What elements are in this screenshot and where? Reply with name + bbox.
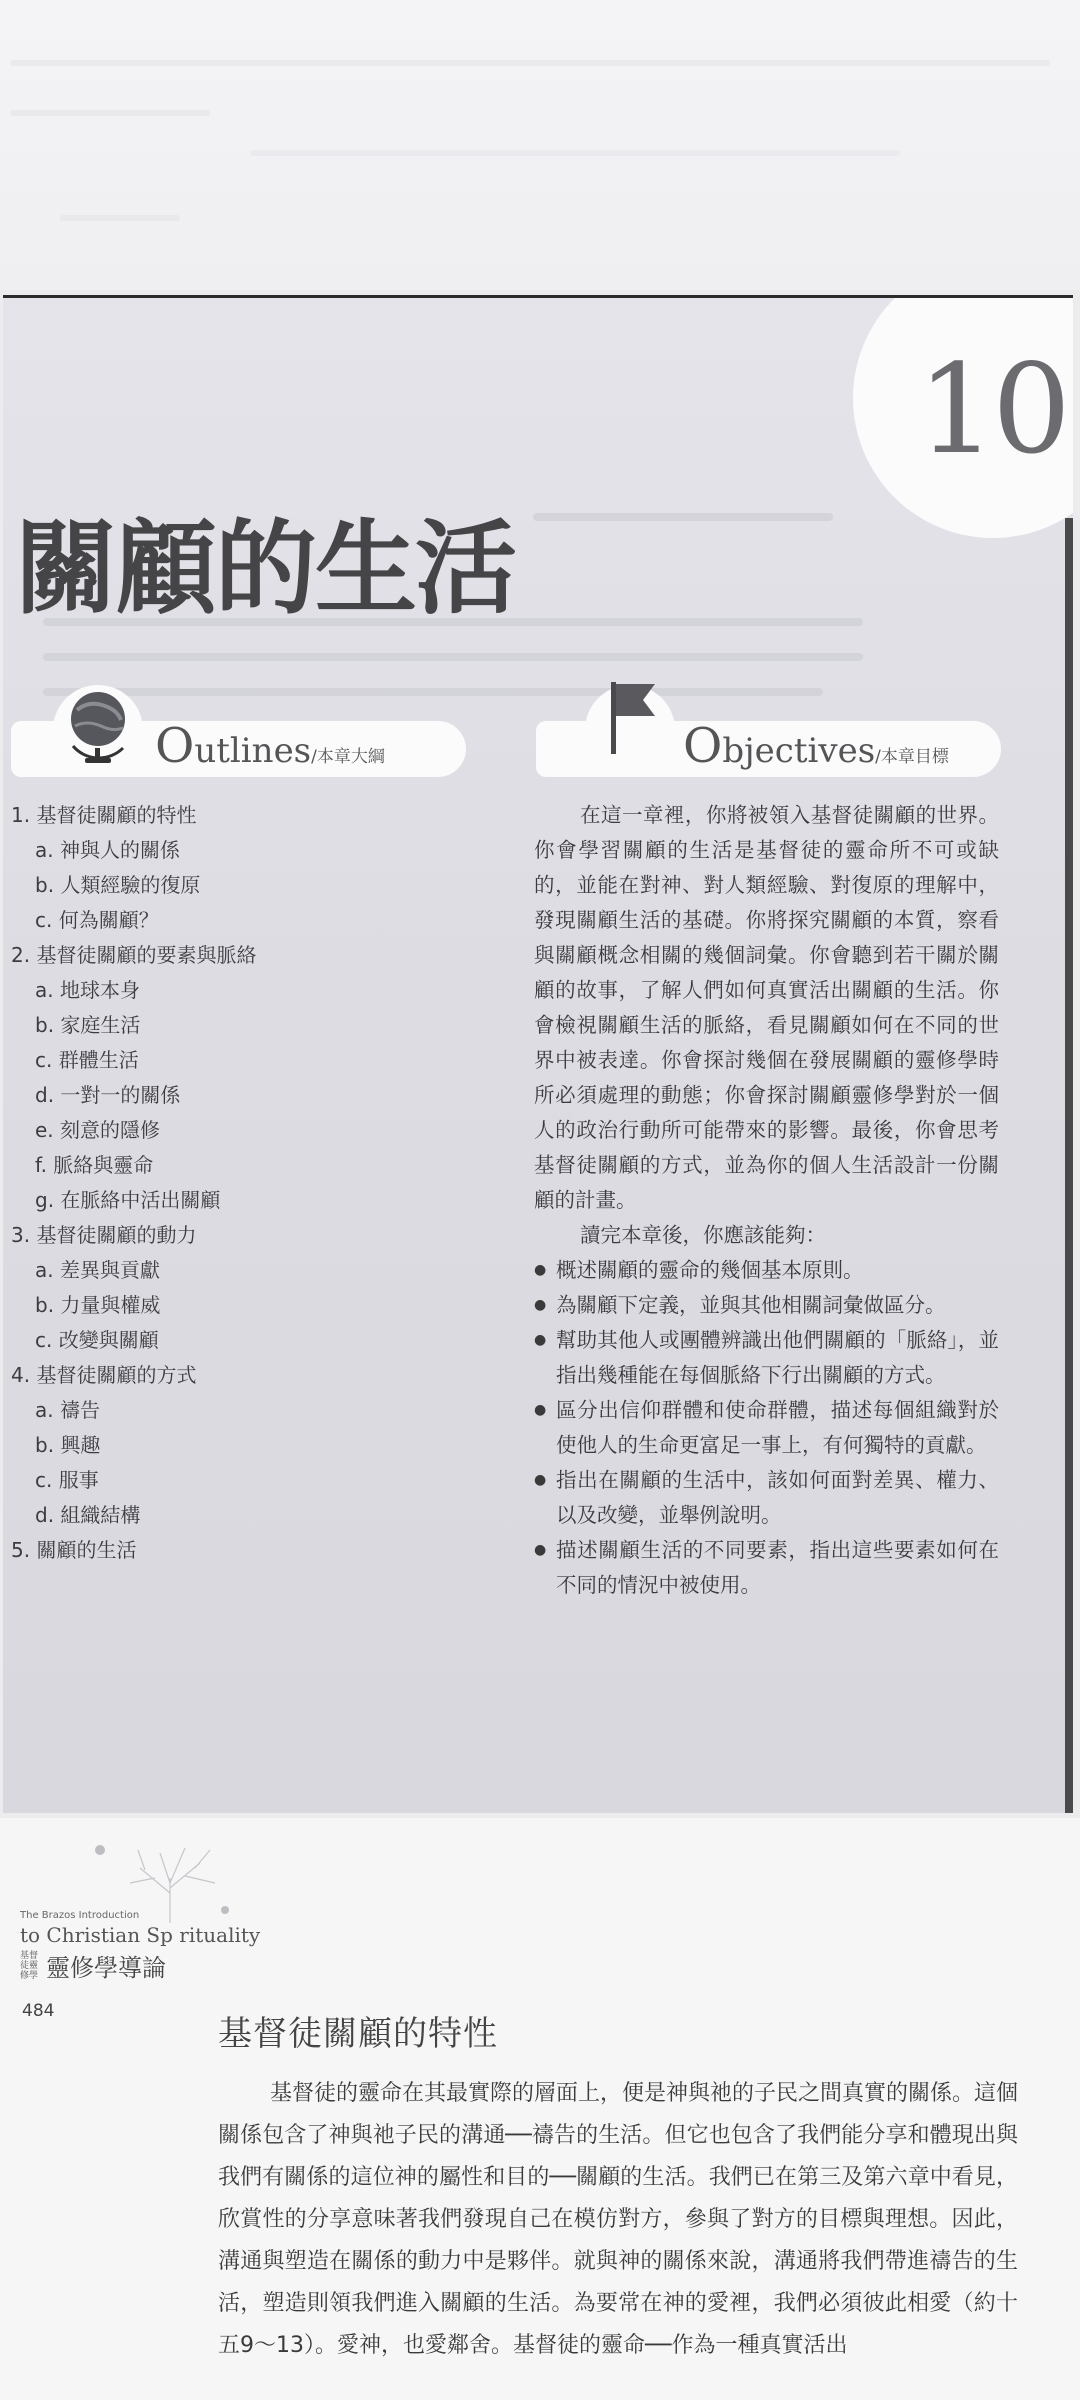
previous-page-remnant [0,0,1080,290]
outline-subsection: c. 服事 [35,1468,99,1492]
chapter-number: 10 [917,338,1067,482]
section-heading: 基督徒關顧的特性 [218,2014,498,2054]
outline-subsection: c. 何為關顧？ [35,908,159,932]
objective-bullet: ● 區分出信仰群體和使命群體，描述每個組織對於使他人的生命更富足一事上，有何獨特的貢獻。 [534,1393,999,1463]
next-page [0,1818,1080,2400]
outlines-heading: Outlines/本章大綱 [155,718,385,774]
objectives-heading: Objectives/本章目標 [683,718,949,774]
outline-subsection: a. 禱告 [35,1398,100,1422]
outline-section: 4. 基督徒關顧的方式 [11,1363,197,1387]
section-body [218,2073,1018,2367]
objective-bullet: ● 描述關顧生活的不同要素，指出這些要素如何在不同的情況中被使用。 [534,1533,999,1603]
outline-subsection: b. 力量與權威 [35,1293,161,1317]
outline-section: 1. 基督徒關顧的特性 [11,803,197,827]
outline-subsection: c. 群體生活 [35,1048,139,1072]
objectives-text [534,798,999,1603]
outline-subsection: d. 一對一的關係 [35,1083,181,1107]
outline-subsection: a. 神與人的關係 [35,838,180,862]
outline-subsection: d. 組織結構 [35,1503,141,1527]
objectives-intro: 在這一章裡，你將被領入基督徒關顧的世界。你會學習關顧的生活是基督徒的靈命所不可或缺的，並能在對神、對人類經驗、對復原的理解中，發現關顧生活的基礎。你將探究關顧的本質，察看與關顧概念相關的幾個詞彙。你會聽到若干關於關顧的故事，了解人們如何真實活出關顧的生活。你會檢視關顧生活的脈絡，看見關顧如何在不同的世界中被表達。你會探討幾個在發展關顧的靈修學時所必須處理的動態；你會探討關顧靈修學對於一個人的政治行動所可能帶來的影響。最後，你會思考基督徒關顧的方式，並為你的個人生活設計一份關顧的計畫。 [534,803,999,1212]
objectives-bullet-list [534,1253,999,1603]
page-number: 484 [22,2001,55,2021]
outline-subsection: e. 刻意的隱修 [35,1118,161,1142]
series-english-line1: The Brazos Introduction [20,1910,140,1921]
outline-subsection: b. 興趣 [35,1433,101,1457]
outline-subsection: b. 家庭生活 [35,1013,141,1037]
outline-section: 3. 基督徒關顧的動力 [11,1223,197,1247]
chapter-title: 關顧的生活 [15,510,515,629]
section-paragraph: 基督徒的靈命在其最實際的層面上，便是神與祂的子民之間真實的關係。這個關係包含了神與祂子民的溝通──禱告的生活。但它也包含了我們能分享和體現出與我們有關係的這位神的屬性和目的──關顧的生活。我們已在第三及第六章中看見，欣賞性的分享意味著我們發現自己在模仿對方，參與了對方的目標與理想。因此，溝通與塑造在關係的動力中是夥伴。就與神的關係來說，溝通將我們帶進禱告的生活，塑造則領我們進入關顧的生活。為要常在神的愛裡，我們必須彼此相愛（約十五9～13）。愛神，也愛鄰舍。基督徒的靈命──作為一種真實活出 [218,2081,1019,2358]
series-chinese-small: 基督徒靈修學 [20,1951,39,1981]
objective-bullet: ● 為關顧下定義，並與其他相關詞彙做區分。 [534,1288,999,1323]
outline-section: 5. 關顧的生活 [11,1538,137,1562]
outline-subsection: a. 差異與貢獻 [35,1258,160,1282]
chapter-opener-page [3,295,1073,1813]
outline-subsection: b. 人類經驗的復原 [35,873,201,897]
page-edge-shadow [1065,518,1073,1813]
objective-bullet: ● 指出在關顧的生活中，該如何面對差異、權力、以及改變，並舉例說明。 [534,1463,999,1533]
outline-subsection: c. 改變與關顧 [35,1328,159,1352]
outline-subsection: f. 脈絡與靈命 [35,1153,154,1177]
objective-bullet: ● 概述關顧的靈命的幾個基本原則。 [534,1253,999,1288]
globe-icon [65,686,135,766]
flag-icon [603,680,663,760]
outline-list [11,798,531,1568]
outline-subsection: g. 在脈絡中活出關顧 [35,1188,221,1212]
outline-subsection: a. 地球本身 [35,978,140,1002]
outline-section: 2. 基督徒關顧的要素與脈絡 [11,943,257,967]
series-chinese-title: 靈修學導論 [46,1954,166,1982]
objectives-lead: 讀完本章後，你應該能夠： [580,1223,826,1247]
series-english-line2: to Christian Sp rituality [20,1923,261,1947]
objective-bullet: ● 幫助其他人或團體辨識出他們關顧的「脈絡」，並指出幾種能在每個脈絡下行出關顧的方式。 [534,1323,999,1393]
